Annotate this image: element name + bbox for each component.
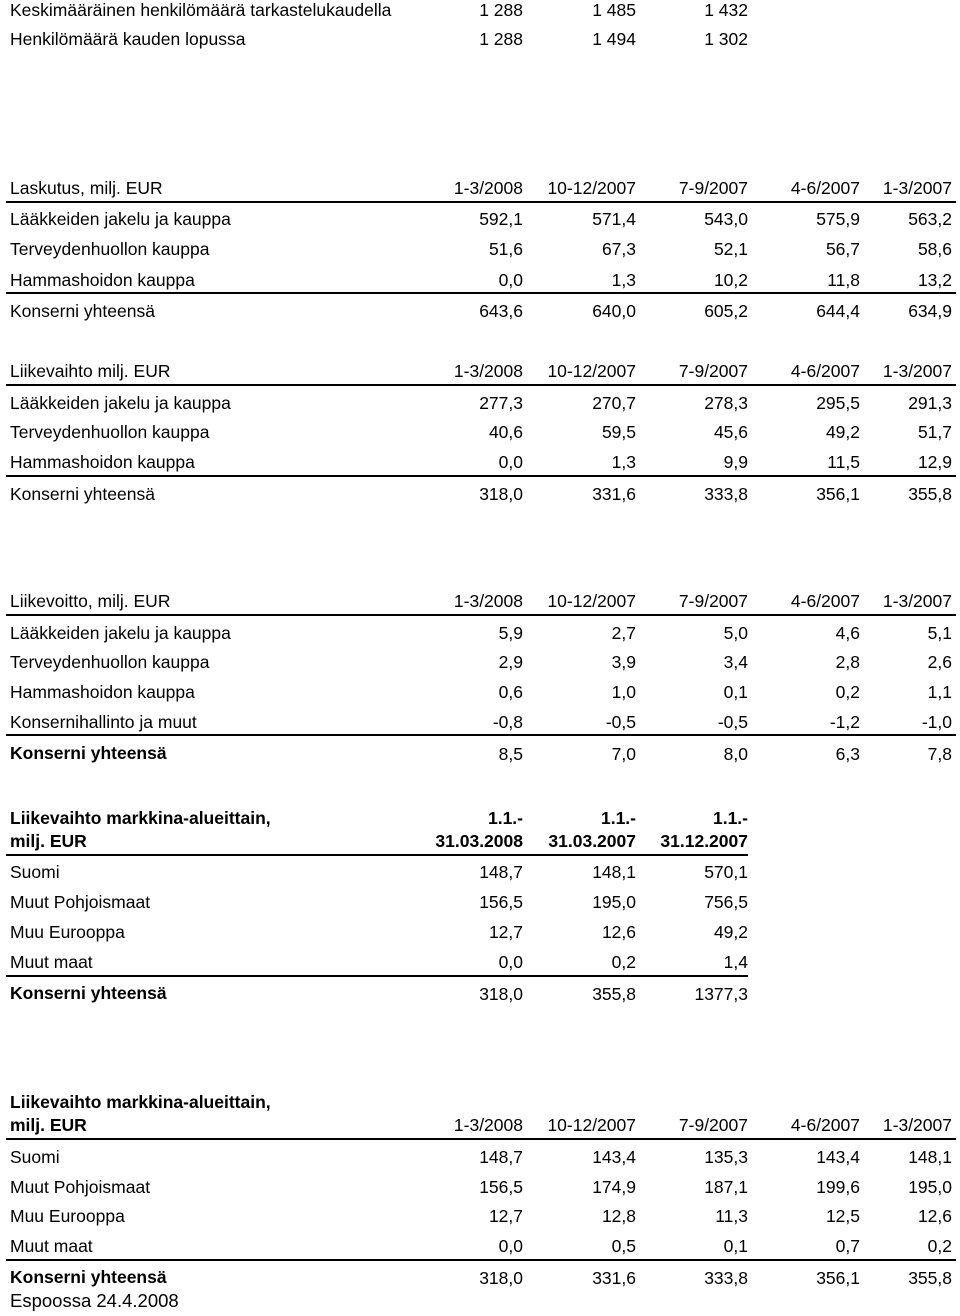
cell: 12,9 [917, 452, 952, 472]
headcount-value: 1 494 [592, 29, 636, 49]
cell: 0,2 [927, 1236, 952, 1256]
column-header: 10-12/2007 [547, 361, 636, 381]
row-label: Konsernihallinto ja muut [10, 712, 197, 732]
cell: 11,5 [827, 452, 860, 472]
cell: 12,5 [825, 1206, 860, 1226]
cell: 2,9 [498, 652, 523, 672]
cell: 148,7 [479, 1147, 523, 1167]
total-cell: 333,8 [704, 484, 748, 504]
cell: -1,0 [921, 712, 952, 732]
cell: 571,4 [592, 209, 636, 229]
total-cell: 6,3 [835, 744, 860, 764]
cell: 12,7 [488, 922, 523, 942]
place-date: Espoossa 24.4.2008 [10, 1290, 179, 1311]
headcount-value: 1 288 [479, 29, 523, 49]
column-header: 31.03.2008 [435, 831, 523, 851]
row-label: Muut Pohjoismaat [10, 1177, 151, 1197]
cell: 2,7 [611, 623, 636, 643]
cell: 3,9 [611, 652, 636, 672]
total-rule [6, 475, 956, 477]
column-header: 10-12/2007 [547, 591, 636, 611]
row-label: Muut maat [10, 1236, 93, 1256]
column-header: 1-3/2007 [882, 361, 952, 381]
cell: 270,7 [592, 393, 636, 413]
column-header: 1.1.- [487, 808, 523, 828]
cell: 5,1 [927, 623, 952, 643]
total-cell: 644,4 [816, 301, 860, 321]
cell: 756,5 [704, 892, 748, 912]
column-header: 4-6/2007 [790, 591, 860, 611]
row-label: Terveydenhuollon kauppa [10, 239, 210, 259]
market-cumulative-title: milj. EUR [10, 831, 87, 851]
cell: 49,2 [825, 422, 860, 442]
total-cell: 1377,3 [694, 984, 748, 1004]
total-cell: 640,0 [592, 301, 636, 321]
column-header: 1-3/2008 [453, 1115, 523, 1135]
headcount-value: 1 302 [704, 29, 748, 49]
cell: 11,8 [827, 270, 860, 290]
row-label: Lääkkeiden jakelu ja kauppa [10, 209, 231, 229]
cell: 0,1 [723, 1236, 748, 1256]
column-header: 1-3/2008 [453, 361, 523, 381]
cell: -0,8 [492, 712, 523, 732]
total-cell: 331,6 [592, 1268, 636, 1288]
header-rule [6, 384, 956, 386]
row-label: Hammashoidon kauppa [10, 452, 195, 472]
cell: 277,3 [479, 393, 523, 413]
cell: 592,1 [479, 209, 523, 229]
cell: 575,9 [816, 209, 860, 229]
row-label: Muut maat [10, 952, 93, 972]
cell: 51,7 [917, 422, 952, 442]
cell: 12,8 [601, 1206, 636, 1226]
cell: 543,0 [704, 209, 748, 229]
cell: 2,6 [927, 652, 952, 672]
row-label: Muut Pohjoismaat [10, 892, 151, 912]
cell: 12,6 [601, 922, 636, 942]
cell: 3,4 [723, 652, 748, 672]
total-cell: 605,2 [704, 301, 748, 321]
cell: 148,7 [479, 862, 523, 882]
cell: 56,7 [825, 239, 860, 259]
column-header: 4-6/2007 [790, 1115, 860, 1135]
cell: 0,0 [498, 452, 523, 472]
cell: 1,0 [611, 682, 636, 702]
total-rule [6, 734, 956, 736]
total-cell: 356,1 [816, 1268, 860, 1288]
cell: -1,2 [829, 712, 860, 732]
headcount-label: Keskimääräinen henkilömäärä tarkastelukaudella [10, 0, 392, 20]
total-cell: 318,0 [479, 484, 523, 504]
cell: 195,0 [592, 892, 636, 912]
cell: 0,1 [723, 682, 748, 702]
total-label: Konserni yhteensä [10, 743, 167, 763]
cell: 11,3 [715, 1206, 748, 1226]
market-quarterly-title: milj. EUR [10, 1115, 87, 1135]
headcount-value: 1 485 [592, 0, 636, 20]
total-label: Konserni yhteensä [10, 484, 155, 504]
operating-profit-title: Liikevoitto, milj. EUR [10, 591, 171, 611]
cell: 2,8 [835, 652, 860, 672]
total-rule [6, 292, 956, 294]
column-header: 1-3/2008 [453, 591, 523, 611]
total-cell: 356,1 [816, 484, 860, 504]
total-cell: 331,6 [592, 484, 636, 504]
cell: 67,3 [601, 239, 636, 259]
row-label: Muu Eurooppa [10, 1206, 125, 1226]
total-cell: 355,8 [908, 1268, 952, 1288]
cell: 58,6 [917, 239, 952, 259]
row-label: Suomi [10, 862, 60, 882]
cell: 563,2 [908, 209, 952, 229]
cell: 135,3 [704, 1147, 748, 1167]
cell: 156,5 [479, 1177, 523, 1197]
column-header: 4-6/2007 [790, 361, 860, 381]
total-cell: 8,0 [723, 744, 748, 764]
cell: 0,2 [835, 682, 860, 702]
cell: 0,5 [611, 1236, 636, 1256]
column-header: 31.03.2007 [548, 831, 636, 851]
cell: 199,6 [816, 1177, 860, 1197]
cell: 0,2 [611, 952, 636, 972]
total-cell: 7,8 [927, 744, 952, 764]
total-cell: 318,0 [479, 1268, 523, 1288]
column-header: 1.1.- [712, 808, 748, 828]
total-label: Konserni yhteensä [10, 1267, 167, 1287]
cell: 295,5 [816, 393, 860, 413]
market-cumulative-title: Liikevaihto markkina-alueittain, [10, 808, 271, 828]
total-cell: 318,0 [479, 984, 523, 1004]
cell: 10,2 [713, 270, 748, 290]
total-cell: 355,8 [592, 984, 636, 1004]
cell: -0,5 [717, 712, 748, 732]
cell: -0,5 [605, 712, 636, 732]
column-header: 31.12.2007 [660, 831, 748, 851]
cell: 51,6 [488, 239, 523, 259]
total-cell: 634,9 [908, 301, 952, 321]
total-cell: 355,8 [908, 484, 952, 504]
column-header: 1.1.- [600, 808, 636, 828]
row-label: Lääkkeiden jakelu ja kauppa [10, 623, 231, 643]
cell: 0,7 [835, 1236, 860, 1256]
cell: 59,5 [601, 422, 636, 442]
cell: 143,4 [592, 1147, 636, 1167]
header-rule [6, 614, 956, 616]
cell: 148,1 [592, 862, 636, 882]
market-quarterly-title: Liikevaihto markkina-alueittain, [10, 1092, 271, 1112]
headcount-label: Henkilömäärä kauden lopussa [10, 29, 246, 49]
column-header: 10-12/2007 [547, 1115, 636, 1135]
total-label: Konserni yhteensä [10, 301, 155, 321]
cell: 174,9 [592, 1177, 636, 1197]
header-rule [6, 201, 956, 203]
cell: 5,0 [723, 623, 748, 643]
row-label: Hammashoidon kauppa [10, 682, 195, 702]
cell: 187,1 [704, 1177, 748, 1197]
row-label: Terveydenhuollon kauppa [10, 652, 210, 672]
cell: 4,6 [835, 623, 860, 643]
cell: 156,5 [479, 892, 523, 912]
cell: 13,2 [917, 270, 952, 290]
cell: 143,4 [816, 1147, 860, 1167]
revenue-title: Liikevaihto milj. EUR [10, 361, 171, 381]
row-label: Hammashoidon kauppa [10, 270, 195, 290]
cell: 52,1 [713, 239, 748, 259]
row-label: Suomi [10, 1147, 60, 1167]
cell: 195,0 [908, 1177, 952, 1197]
cell: 148,1 [908, 1147, 952, 1167]
cell: 1,4 [723, 952, 748, 972]
headcount-value: 1 432 [704, 0, 748, 20]
column-header: 1-3/2007 [882, 1115, 952, 1135]
column-header: 7-9/2007 [678, 361, 748, 381]
invoicing-title: Laskutus, milj. EUR [10, 178, 163, 198]
header-rule [6, 1138, 956, 1140]
cell: 9,9 [723, 452, 748, 472]
total-label: Konserni yhteensä [10, 983, 167, 1003]
cell: 1,1 [927, 682, 952, 702]
column-header: 1-3/2007 [882, 178, 952, 198]
cell: 49,2 [713, 922, 748, 942]
row-label: Terveydenhuollon kauppa [10, 422, 210, 442]
row-label: Muu Eurooppa [10, 922, 125, 942]
cell: 1,3 [611, 452, 636, 472]
column-header: 4-6/2007 [790, 178, 860, 198]
cell: 0,0 [498, 270, 523, 290]
total-cell: 643,6 [479, 301, 523, 321]
column-header: 7-9/2007 [678, 1115, 748, 1135]
total-cell: 7,0 [611, 744, 636, 764]
cell: 1,3 [611, 270, 636, 290]
column-header: 7-9/2007 [678, 178, 748, 198]
row-label: Lääkkeiden jakelu ja kauppa [10, 393, 231, 413]
header-rule [6, 854, 748, 856]
cell: 0,6 [498, 682, 523, 702]
headcount-value: 1 288 [479, 0, 523, 20]
cell: 40,6 [488, 422, 523, 442]
cell: 278,3 [704, 393, 748, 413]
total-cell: 8,5 [498, 744, 523, 764]
cell: 570,1 [704, 862, 748, 882]
cell: 291,3 [908, 393, 952, 413]
column-header: 10-12/2007 [547, 178, 636, 198]
column-header: 1-3/2008 [453, 178, 523, 198]
total-rule [6, 1259, 956, 1261]
total-cell: 333,8 [704, 1268, 748, 1288]
cell: 0,0 [498, 952, 523, 972]
cell: 5,9 [498, 623, 523, 643]
cell: 12,6 [917, 1206, 952, 1226]
total-rule [6, 975, 748, 977]
column-header: 7-9/2007 [678, 591, 748, 611]
cell: 12,7 [488, 1206, 523, 1226]
column-header: 1-3/2007 [882, 591, 952, 611]
cell: 45,6 [713, 422, 748, 442]
cell: 0,0 [498, 1236, 523, 1256]
